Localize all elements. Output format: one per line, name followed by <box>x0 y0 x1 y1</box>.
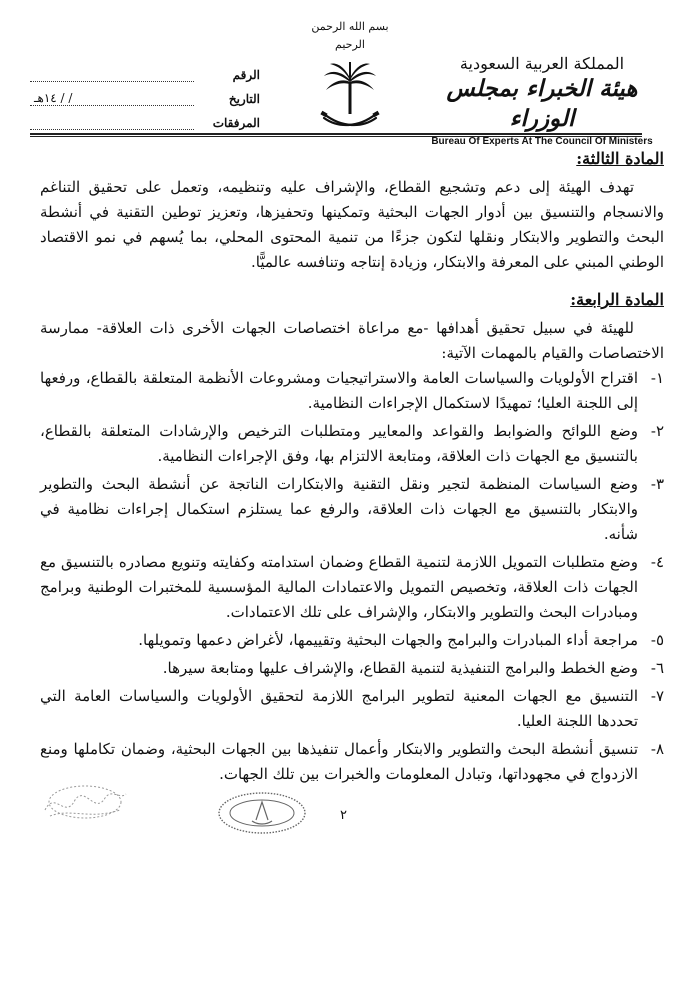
list-item <box>40 472 664 547</box>
kingdom-name: المملكة العربية السعودية <box>459 54 625 73</box>
handwritten-signature <box>40 780 130 824</box>
item-text: وضع الخطط والبرامج التنفيذية لتنمية القطاع، والإشراف عليها ومتابعة سيرها. <box>162 659 638 677</box>
ref-number-label: الرقم <box>232 68 260 82</box>
article-4-title: المادة الرابعة: <box>570 290 664 309</box>
date-value: / / ١٤هـ <box>30 91 194 106</box>
header-divider-thin <box>30 136 642 137</box>
article-3-text: تهدف الهيئة إلى دعم وتشجيع القطاع، والإشراف عليه وتنظيمه، وتعمل على تحقيق التناغم والانسجام والتنسيق بين أدوار الجهات البحثية وتمكينها وتحفيزها، وتعزيز توطين التقنية في أنشطة البحث والتطوير والابتكار ونقلها لتكون جزءًا من تنمية المحتوى المحلي، بما يُسهم في نمو الاقتصاد الوطني المبني على المعرفة والابتكار، وزيادة إنتاجه وتنافسه عالميًّا. <box>40 178 664 271</box>
list-item <box>40 419 664 469</box>
item-number: ٨- <box>650 740 664 758</box>
page-number: ٢ <box>340 808 347 823</box>
item-number: ٤- <box>650 553 664 571</box>
ref-number-value <box>30 67 194 82</box>
attachments-label: المرفقات <box>212 116 260 130</box>
item-number: ١- <box>650 369 664 387</box>
item-text: وضع متطلبات التمويل اللازمة لتنمية القطاع وضمان استدامته وكفايته وتنويع مصادره بالتنسيق مع الجهات ذات العلاقة، وتخصيص التمويل والاعتمادات المالية المؤسسية للمختبرات الوطنية وبرامج ومبادرات البحث والتطوير والابتكار، والإشراف على تلك الاعتمادات. <box>40 553 638 621</box>
list-item <box>40 628 664 653</box>
article-4-intro: للهيئة في سبيل تحقيق أهدافها -مع مراعاة اختصاصات الجهات الأخرى ذات العلاقة- ممارسة الاختصاصات والقيام بالمهمات الآتية: <box>40 319 664 362</box>
item-number: ٦- <box>650 659 664 677</box>
item-number: ٧- <box>650 687 664 705</box>
list-item <box>40 656 664 681</box>
date-label: التاريخ <box>228 92 260 106</box>
attachments-value <box>30 115 194 130</box>
letterhead <box>0 18 700 147</box>
attachments-row <box>30 106 260 130</box>
list-item <box>40 366 664 416</box>
palm-swords-emblem-icon <box>318 58 382 134</box>
item-number: ٥- <box>650 631 664 649</box>
official-seal-stamp <box>216 790 308 836</box>
item-text: التنسيق مع الجهات المعنية لتطوير البرامج اللازمة لتحقيق الأولويات والسياسات العامة التي تحددها اللجنة العليا. <box>40 687 638 730</box>
ref-number-row <box>30 58 260 82</box>
item-text: تنسيق أنشطة البحث والتطوير والابتكار وأعمال تنفيذها بين الجهات البحثية، وضمان تكاملها ومنع الازدواج في مجهوداتها، وتبادل المعلومات والخبرات بين تلك الجهات. <box>40 740 638 783</box>
list-item <box>40 737 664 787</box>
list-item <box>40 684 664 734</box>
basmala: بسم الله الرحمن الرحيم <box>311 20 389 51</box>
emblem-block <box>300 18 400 134</box>
item-number: ٣- <box>650 475 664 493</box>
article-3-title: المادة الثالثة: <box>576 149 664 168</box>
item-text: مراجعة أداء المبادرات والبرامج والجهات البحثية وتقييمها، لأغراض دعمها وتمويلها. <box>138 631 638 649</box>
item-text: اقتراح الأولويات والسياسات العامة والاستراتيجيات ومشروعات الأنظمة المتعلقة بالقطاع، ورفعها إلى اللجنة العليا؛ تمهيدًا لاستكمال الإجراءات النظامية. <box>40 369 638 412</box>
item-text: وضع اللوائح والضوابط والقواعد والمعايير ومتطلبات الترخيص والإرشادات المتعلقة بالقطاع، بالتنسيق مع الجهات ذات العلاقة، ومتابعة الالتزام بها، وفق الإجراءات النظامية. <box>40 422 638 465</box>
list-item <box>40 550 664 625</box>
document-body <box>40 142 664 790</box>
reference-fields <box>30 58 260 130</box>
bureau-name-english: Bureau Of Experts At The Council Of Ministers <box>431 136 653 147</box>
article-4-items <box>40 366 664 787</box>
header-divider <box>30 133 642 135</box>
item-text: وضع السياسات المنظمة لتجير ونقل التقنية والابتكارات الناتجة عن أنشطة البحث والتطوير والابتكار بالتنسيق مع الجهات ذات العلاقة، والرفع عما يستلزم استكمال إجراءات نظامية في شأنه. <box>40 475 638 543</box>
date-row <box>30 82 260 106</box>
bureau-name-arabic: هيئة الخبراء بمجلس الوزراء <box>446 75 638 132</box>
item-number: ٢- <box>650 422 664 440</box>
